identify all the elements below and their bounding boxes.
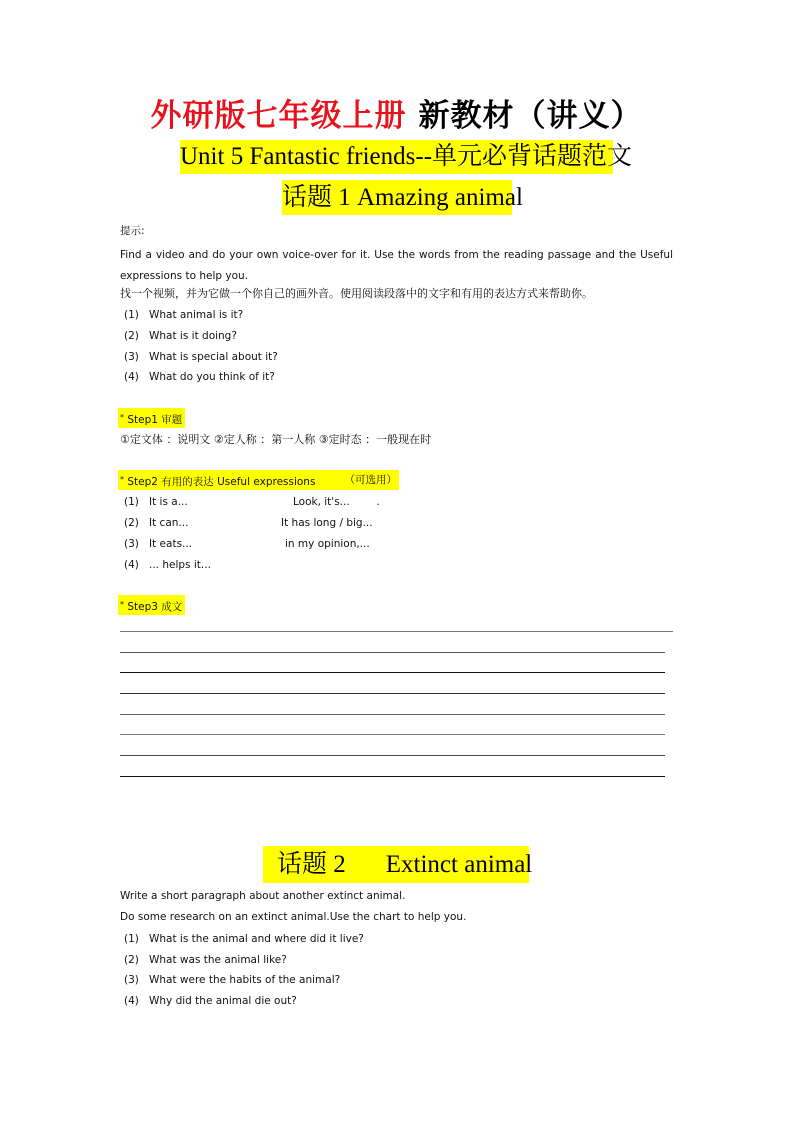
writing-line[interactable] bbox=[120, 755, 665, 756]
instruction-en: Find a video and do your own voice-over for it. Use the words from the reading passage and the Useful expressions to help you. bbox=[120, 249, 673, 282]
writing-line[interactable] bbox=[120, 693, 665, 694]
expression-item bbox=[124, 558, 211, 572]
expression-right: in my opinion,... bbox=[285, 538, 370, 550]
writing-line[interactable] bbox=[120, 631, 673, 632]
title-red-part: 外研版七年级上册 bbox=[150, 98, 407, 134]
question-number: (1) bbox=[124, 309, 139, 321]
question-text: What is special about it? bbox=[149, 351, 278, 363]
step1-label bbox=[118, 408, 185, 428]
step1-detail: ①定文体 ：说明文 ②定人称 ：第一人称 ③定时态 ：一般现在时 bbox=[120, 433, 432, 446]
writing-line[interactable] bbox=[120, 714, 665, 715]
expression-item bbox=[124, 516, 188, 530]
expression-number: (2) bbox=[124, 517, 139, 529]
unit-subtitle: Unit 5 Fantastic friends--单元必背话题范文 bbox=[180, 140, 613, 174]
expression-number: (4) bbox=[124, 559, 139, 571]
topic2-title: Extinct animal bbox=[385, 851, 533, 878]
question-text: What animal is it? bbox=[149, 309, 244, 321]
question-number: (4) bbox=[124, 995, 139, 1007]
step2-text: Step2 有用的表达 Useful expressions bbox=[127, 476, 316, 488]
instruction-zh: 找一个视频，并为它做一个你自己的画外音。使用阅读段落中的文字和有用的表达方式来帮助你。 bbox=[120, 287, 593, 300]
document-title bbox=[0, 96, 793, 136]
expression-left: It eats... bbox=[149, 538, 193, 550]
question-text: What were the habits of the animal? bbox=[149, 974, 341, 986]
question-item bbox=[124, 329, 237, 343]
step-star: * bbox=[120, 600, 124, 609]
question-item bbox=[124, 350, 278, 364]
expression-left: It can... bbox=[149, 517, 189, 529]
question-text: What is the animal and where did it live? bbox=[149, 933, 364, 945]
expression-item bbox=[124, 495, 188, 509]
question-number: (3) bbox=[124, 351, 139, 363]
step3-label bbox=[118, 595, 185, 615]
step2-optional: （可选用） bbox=[344, 474, 397, 486]
topic1-heading: 话题 1 Amazing animal bbox=[282, 180, 512, 215]
expression-number: (3) bbox=[124, 538, 139, 550]
question-item bbox=[124, 953, 287, 967]
topic2-line2: Do some research on an extinct animal.Use the chart to help you. bbox=[120, 911, 467, 923]
question-item bbox=[124, 370, 275, 384]
question-number: (4) bbox=[124, 371, 139, 383]
title-black-part: 新教材（讲义） bbox=[418, 98, 643, 134]
writing-line[interactable] bbox=[120, 776, 665, 777]
question-item bbox=[124, 994, 297, 1008]
topic2-heading bbox=[263, 846, 533, 883]
hint-label: 提示: bbox=[120, 225, 145, 237]
question-text: What was the animal like? bbox=[149, 954, 287, 966]
expression-right: Look, it's... . bbox=[293, 496, 380, 508]
topic2-label: 话题 2 bbox=[277, 851, 346, 878]
step2-label bbox=[118, 470, 399, 490]
expression-number: (1) bbox=[124, 496, 139, 508]
step3-text: Step3 成文 bbox=[127, 601, 183, 613]
expression-item bbox=[124, 537, 192, 551]
expression-left: It is a... bbox=[149, 496, 188, 508]
question-number: (2) bbox=[124, 954, 139, 966]
topic2-line1: Write a short paragraph about another extinct animal. bbox=[120, 890, 406, 902]
expression-right: It has long / big... bbox=[281, 517, 373, 529]
step-star: * bbox=[120, 475, 124, 484]
question-text: Why did the animal die out? bbox=[149, 995, 297, 1007]
expression-left: ... helps it... bbox=[149, 559, 211, 571]
question-text: What do you think of it? bbox=[149, 371, 275, 383]
question-item bbox=[124, 308, 243, 322]
question-item bbox=[124, 973, 340, 987]
question-number: (1) bbox=[124, 933, 139, 945]
step1-text: Step1 审题 bbox=[127, 414, 183, 426]
question-number: (3) bbox=[124, 974, 139, 986]
writing-line[interactable] bbox=[120, 652, 665, 653]
writing-line[interactable] bbox=[120, 672, 665, 673]
step-star: * bbox=[120, 413, 124, 422]
question-item bbox=[124, 932, 364, 946]
writing-line[interactable] bbox=[120, 734, 665, 735]
question-text: What is it doing? bbox=[149, 330, 237, 342]
question-number: (2) bbox=[124, 330, 139, 342]
